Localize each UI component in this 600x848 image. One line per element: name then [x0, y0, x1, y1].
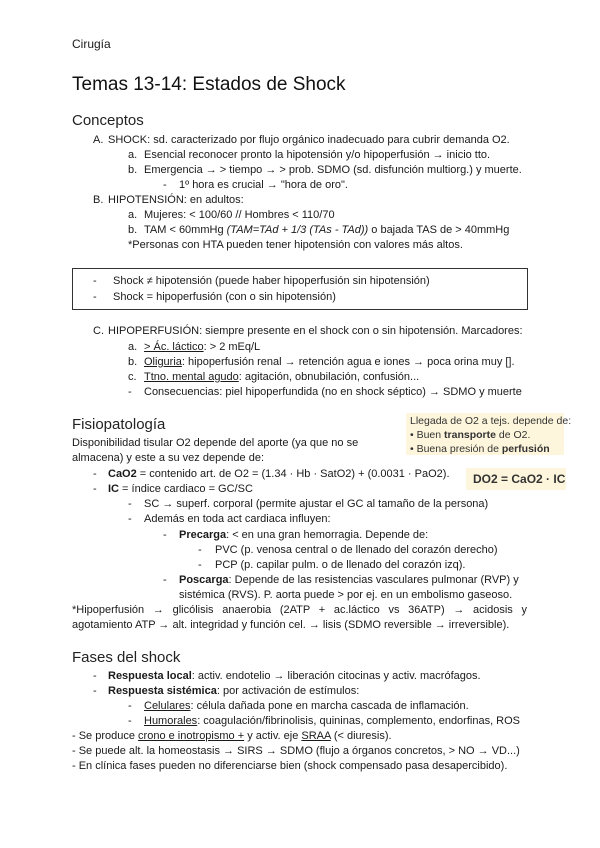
list-item: Celulares: célula dañada pone en marcha cascada de inflamación. [144, 700, 469, 712]
list-item: > Ác. láctico: > 2 mEq/L [144, 341, 261, 353]
list-marker: a. [128, 341, 138, 353]
list-marker: C. [93, 325, 104, 337]
callout-line: Shock ≠ hipotensión (puede haber hipoperfusión sin hipotensión) [113, 275, 430, 287]
list-item: Respuesta sistémica: por activación de estímulos: [108, 685, 360, 697]
list-item: PVC (p. venosa central o de llenado del corazón derecho) [215, 544, 498, 556]
do2-formula: DO2 = CaO2 · IC [473, 472, 566, 486]
list-item: Oliguria: hipoperfusión renal → retención agua e iones → poca orina muy []. [144, 356, 515, 368]
note-title: Llegada de O2 a tejs. depende de: [410, 415, 572, 427]
list-marker: - [93, 685, 97, 697]
note-bullet: • Buen transporte de O2. [410, 429, 531, 441]
paragraph-line: - En clínica fases pueden no diferenciarse bien (shock compensado pasa desapercibido). [72, 760, 508, 772]
list-marker: - [163, 574, 167, 586]
list-marker: - [93, 468, 97, 480]
paragraph-line: agotamiento ATP → alt. integridad y función cel. → lisis (SDMO reversible → irreversible). [72, 619, 510, 631]
note-bullet: • Buena presión de perfusión [410, 443, 550, 455]
list-marker: a. [128, 149, 138, 161]
list-marker: - [128, 513, 132, 525]
list-marker: b. [128, 224, 138, 236]
list-marker: c. [128, 371, 137, 383]
tam-formula: (TAM=TAd + 1/3 (TAs - TAd)) [226, 224, 369, 236]
list-item: Esencial reconocer pronto la hipotensión y/o hipoperfusión → inicio tto. [144, 149, 491, 161]
list-item: SC → superf. corporal (permite ajustar el GC al tamaño de la persona) [144, 498, 489, 510]
list-item: 1º hora es crucial → "hora de oro". [179, 179, 348, 191]
section-heading-fisiopatologia: Fisiopatología [72, 416, 166, 433]
hipotension-definition: HIPOTENSIÓN: en adultos: [108, 194, 244, 206]
list-marker: - [128, 700, 132, 712]
paragraph-line: - Se produce crono e inotropismo + y activ. eje SRAA (< diuresis). [72, 730, 392, 742]
list-item: Poscarga: Depende de las resistencias vasculares pulmonar (RVP) y [179, 574, 519, 586]
hipoperfusion-definition: HIPOPERFUSIÓN: siempre presente en el shock con o sin hipotensión. Marcadores: [108, 325, 523, 337]
list-item: Precarga: < en una gran hemorragia. Depende de: [179, 529, 429, 541]
course-header: Cirugía [72, 37, 111, 51]
list-item: Emergencia → > tiempo → > prob. SDMO (sd. disfunción multiorg.) y muerte. [144, 164, 522, 176]
list-item: Además en toda act cardiaca influyen: [144, 513, 331, 525]
list-item: Humorales: coagulación/fibrinolisis, quininas, complemento, endorfinas, ROS [144, 715, 521, 727]
list-item: Mujeres: < 100/60 // Hombres < 110/70 [144, 209, 335, 221]
list-marker: - [198, 544, 202, 556]
paragraph-line: - Se puede alt. la homeostasis → SIRS → SDMO (flujo a órganos concretos, > NO → VD...) [72, 745, 520, 757]
list-marker: B. [93, 194, 104, 206]
list-item-continuation: sistémica (RVS). P. aorta puede > por ej. en un embolismo gaseoso. [179, 589, 513, 601]
list-item: Respuesta local: activ. endotelio → liberación citocinas y activ. macrófagos. [108, 670, 481, 682]
list-marker: b. [128, 164, 138, 176]
list-marker: a. [128, 209, 138, 221]
list-marker: - [163, 529, 167, 541]
list-marker: - [198, 559, 202, 571]
hipotension-note: *Personas con HTA pueden tener hipotensión con valores más altos. [128, 239, 463, 251]
list-marker: - [128, 386, 132, 398]
list-marker: b. [128, 356, 138, 368]
shock-definition: SHOCK: sd. caracterizado por flujo orgánico inadecuado para cubrir demanda O2. [108, 134, 510, 146]
list-marker: - [163, 179, 167, 191]
list-item: TAM < 60mmHg (TAM=TAd + 1/3 (TAs - TAd)) o bajada TAS de > 40mmHg [144, 224, 510, 236]
page-title: Temas 13-14: Estados de Shock [72, 74, 346, 95]
list-marker: - [93, 483, 97, 495]
list-marker: A. [93, 134, 104, 146]
list-item: CaO2 = contenido art. de O2 = (1.34 · Hb · SatO2) + (0.0031 · PaO2). [108, 468, 450, 480]
list-marker: - [93, 670, 97, 682]
paragraph-line: *Hipoperfusión → glicólisis anaerobia (2ATP + ac.láctico vs 36ATP) → acidosis y [72, 604, 527, 616]
section-heading-fases: Fases del shock [72, 649, 181, 666]
list-marker: - [93, 275, 97, 287]
paragraph-line: almacena) y este a su vez depende de: [72, 452, 265, 464]
section-heading-conceptos: Conceptos [72, 112, 144, 129]
callout-line: Shock = hipoperfusión (con o sin hipotensión) [113, 291, 336, 303]
list-item: IC = índice cardiaco = GC/SC [108, 483, 253, 495]
list-marker: - [93, 291, 97, 303]
paragraph-line: Disponibilidad tisular O2 depende del aporte (ya que no se [72, 437, 359, 449]
list-item: PCP (p. capilar pulm. o de llenado del corazón izq). [215, 559, 466, 571]
list-item: Consecuencias: piel hipoperfundida (no en shock séptico) → SDMO y muerte [144, 386, 522, 398]
list-marker: - [128, 715, 132, 727]
list-marker: - [128, 498, 132, 510]
list-item: Ttno. mental agudo: agitación, obnubilación, confusión... [144, 371, 420, 383]
